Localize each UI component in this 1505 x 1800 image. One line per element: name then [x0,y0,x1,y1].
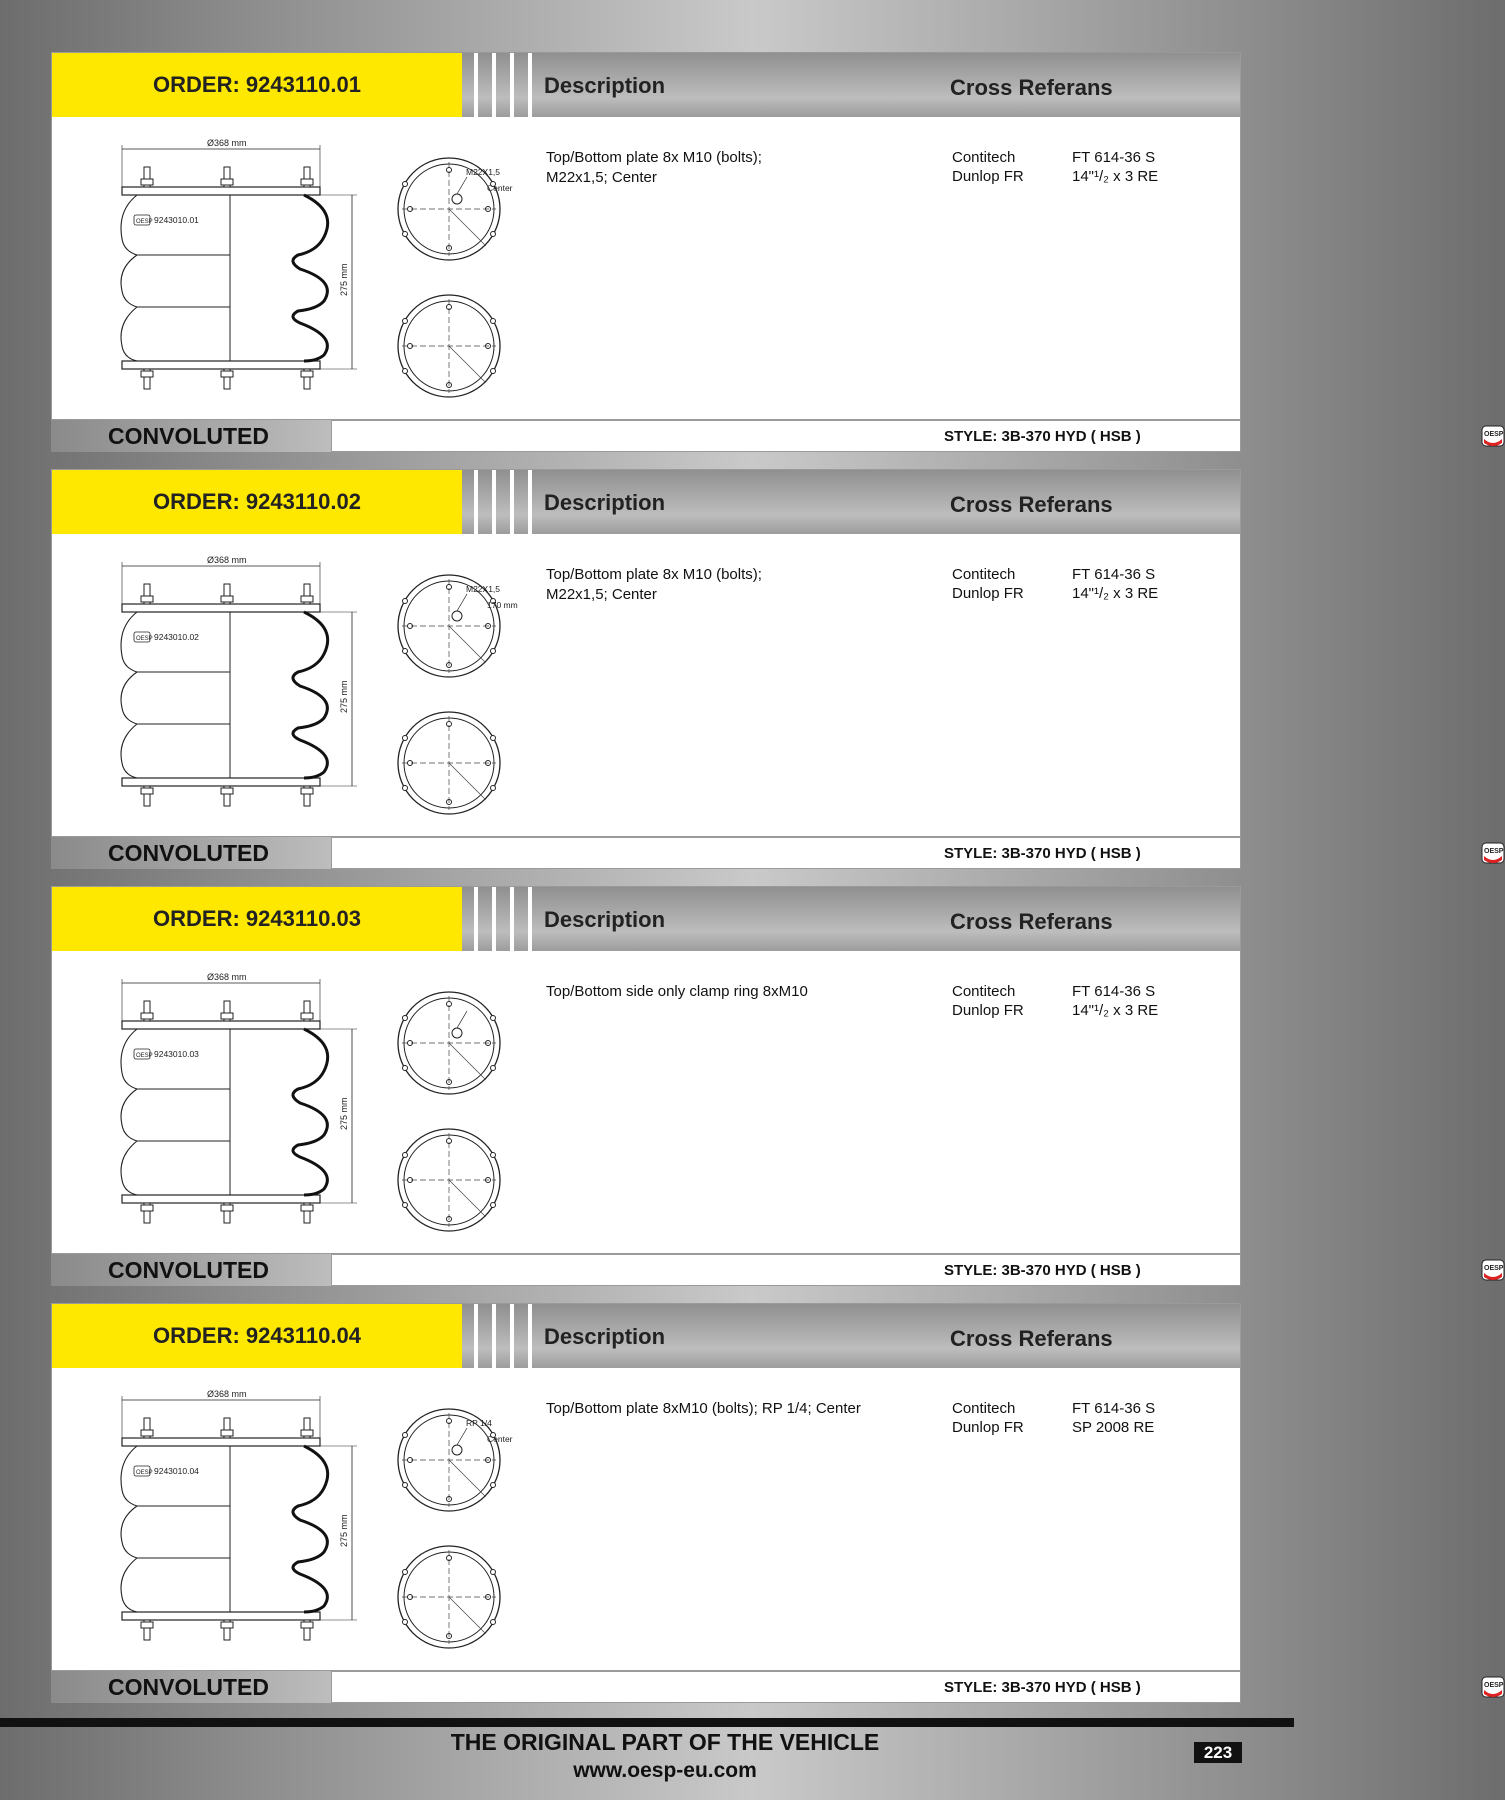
technical-drawing [62,965,582,1250]
category-label: CONVOLUTED [51,837,331,869]
footer-band [0,1718,1294,1727]
style-label: STYLE: 3B-370 HYD ( HSB ) [944,1679,1141,1696]
cross-referans-heading: Cross Referans [950,909,1113,934]
height-label: 275 mm [339,1514,349,1547]
order-number: ORDER: 9243110.04 [52,1304,462,1368]
order-number: ORDER: 9243110.03 [52,887,462,951]
product-description: Top/Bottom plate 8x M10 (bolts); M22x1,5; Center [546,149,762,186]
style-label: STYLE: 3B-370 HYD ( HSB ) [944,1262,1141,1279]
description-heading: Description [544,490,666,515]
product-footer [51,420,1504,452]
xref-brands: Contitech Dunlop FR [952,1400,1024,1436]
cross-referans-heading: Cross Referans [950,1326,1113,1351]
oesp-logo-icon [1481,425,1505,447]
part-number: 9243010.01 [154,215,199,225]
technical-drawing [62,548,582,833]
description-heading: Description [544,73,666,98]
product-header [52,53,1240,117]
technical-drawing [62,1382,582,1667]
svg-text:OESP: OESP [1484,1265,1504,1272]
product-header [52,470,1240,534]
height-label: 275 mm [339,1097,349,1130]
product-card [51,1303,1241,1671]
height-label: 275 mm [339,680,349,713]
xref-brands: Contitech Dunlop FR [952,566,1024,602]
diameter-label: Ø368 mm [207,138,247,148]
xref-codes: FT 614-36 S 14"¹/₂ x 3 RE [1072,149,1159,185]
category-label: CONVOLUTED [51,1671,331,1703]
part-number: 9243010.03 [154,1049,199,1059]
footer-tagline: THE ORIGINAL PART OF THE VEHICLE [450,1729,880,1755]
part-number: 9243010.02 [154,632,199,642]
xref-codes: FT 614-36 S SP 2008 RE [1072,1400,1156,1436]
cross-referans-heading: Cross Referans [950,75,1113,100]
height-label: 275 mm [339,263,349,296]
part-logo: OESP [136,1053,153,1059]
style-bar [331,837,1504,869]
style-bar [331,1671,1504,1703]
style-bar [331,420,1504,452]
page-number: 223 [1194,1742,1242,1763]
top-label-2: Center [487,1434,513,1444]
svg-text:OESP: OESP [1484,431,1504,438]
oesp-logo-icon [1481,842,1505,864]
order-number: ORDER: 9243110.01 [52,53,462,117]
part-number: 9243010.04 [154,1466,199,1476]
category-label: CONVOLUTED [51,1254,331,1286]
cross-referans-heading: Cross Referans [950,492,1113,517]
order-number: ORDER: 9243110.02 [52,470,462,534]
product-description: Top/Bottom plate 8xM10 (bolts); RP 1/4; Center [546,1400,861,1417]
xref-codes: FT 614-36 S 14"¹/₂ x 3 RE [1072,983,1159,1019]
product-card [51,886,1241,1254]
description-heading: Description [544,1324,666,1349]
product-card [51,469,1241,837]
diameter-label: Ø368 mm [207,1389,247,1399]
part-logo: OESP [136,1470,153,1476]
oesp-logo-icon [1481,1259,1505,1281]
xref-codes: FT 614-36 S 14"¹/₂ x 3 RE [1072,566,1159,602]
top-label-1: M22X1,5 [466,584,501,594]
product-block [51,1303,1504,1703]
footer-website[interactable]: www.oesp-eu.com [573,1759,757,1782]
top-label-1: M22X1,5 [466,167,501,177]
top-label-2: 170 mm [487,600,518,610]
part-logo: OESP [136,219,153,225]
oesp-logo-icon [1481,1676,1505,1698]
product-card [51,52,1241,420]
diameter-label: Ø368 mm [207,972,247,982]
product-description: Top/Bottom plate 8x M10 (bolts); M22x1,5; Center [546,566,762,603]
product-footer [51,1671,1504,1703]
product-block [51,52,1504,452]
style-label: STYLE: 3B-370 HYD ( HSB ) [944,428,1141,445]
product-header [52,1304,1240,1368]
top-label-1: RP 1/4 [466,1418,492,1428]
svg-text:OESP: OESP [1484,848,1504,855]
product-footer [51,1254,1504,1286]
category-label: CONVOLUTED [51,420,331,452]
product-footer [51,837,1504,869]
product-block [51,469,1504,869]
product-header [52,887,1240,951]
technical-drawing [62,131,582,416]
product-block [51,886,1504,1286]
diameter-label: Ø368 mm [207,555,247,565]
style-bar [331,1254,1504,1286]
top-label-2: Center [487,183,513,193]
product-description: Top/Bottom side only clamp ring 8xM10 [546,983,808,1000]
description-heading: Description [544,907,666,932]
svg-text:OESP: OESP [1484,1682,1504,1689]
part-logo: OESP [136,636,153,642]
style-label: STYLE: 3B-370 HYD ( HSB ) [944,845,1141,862]
xref-brands: Contitech Dunlop FR [952,983,1024,1019]
xref-brands: Contitech Dunlop FR [952,149,1024,185]
